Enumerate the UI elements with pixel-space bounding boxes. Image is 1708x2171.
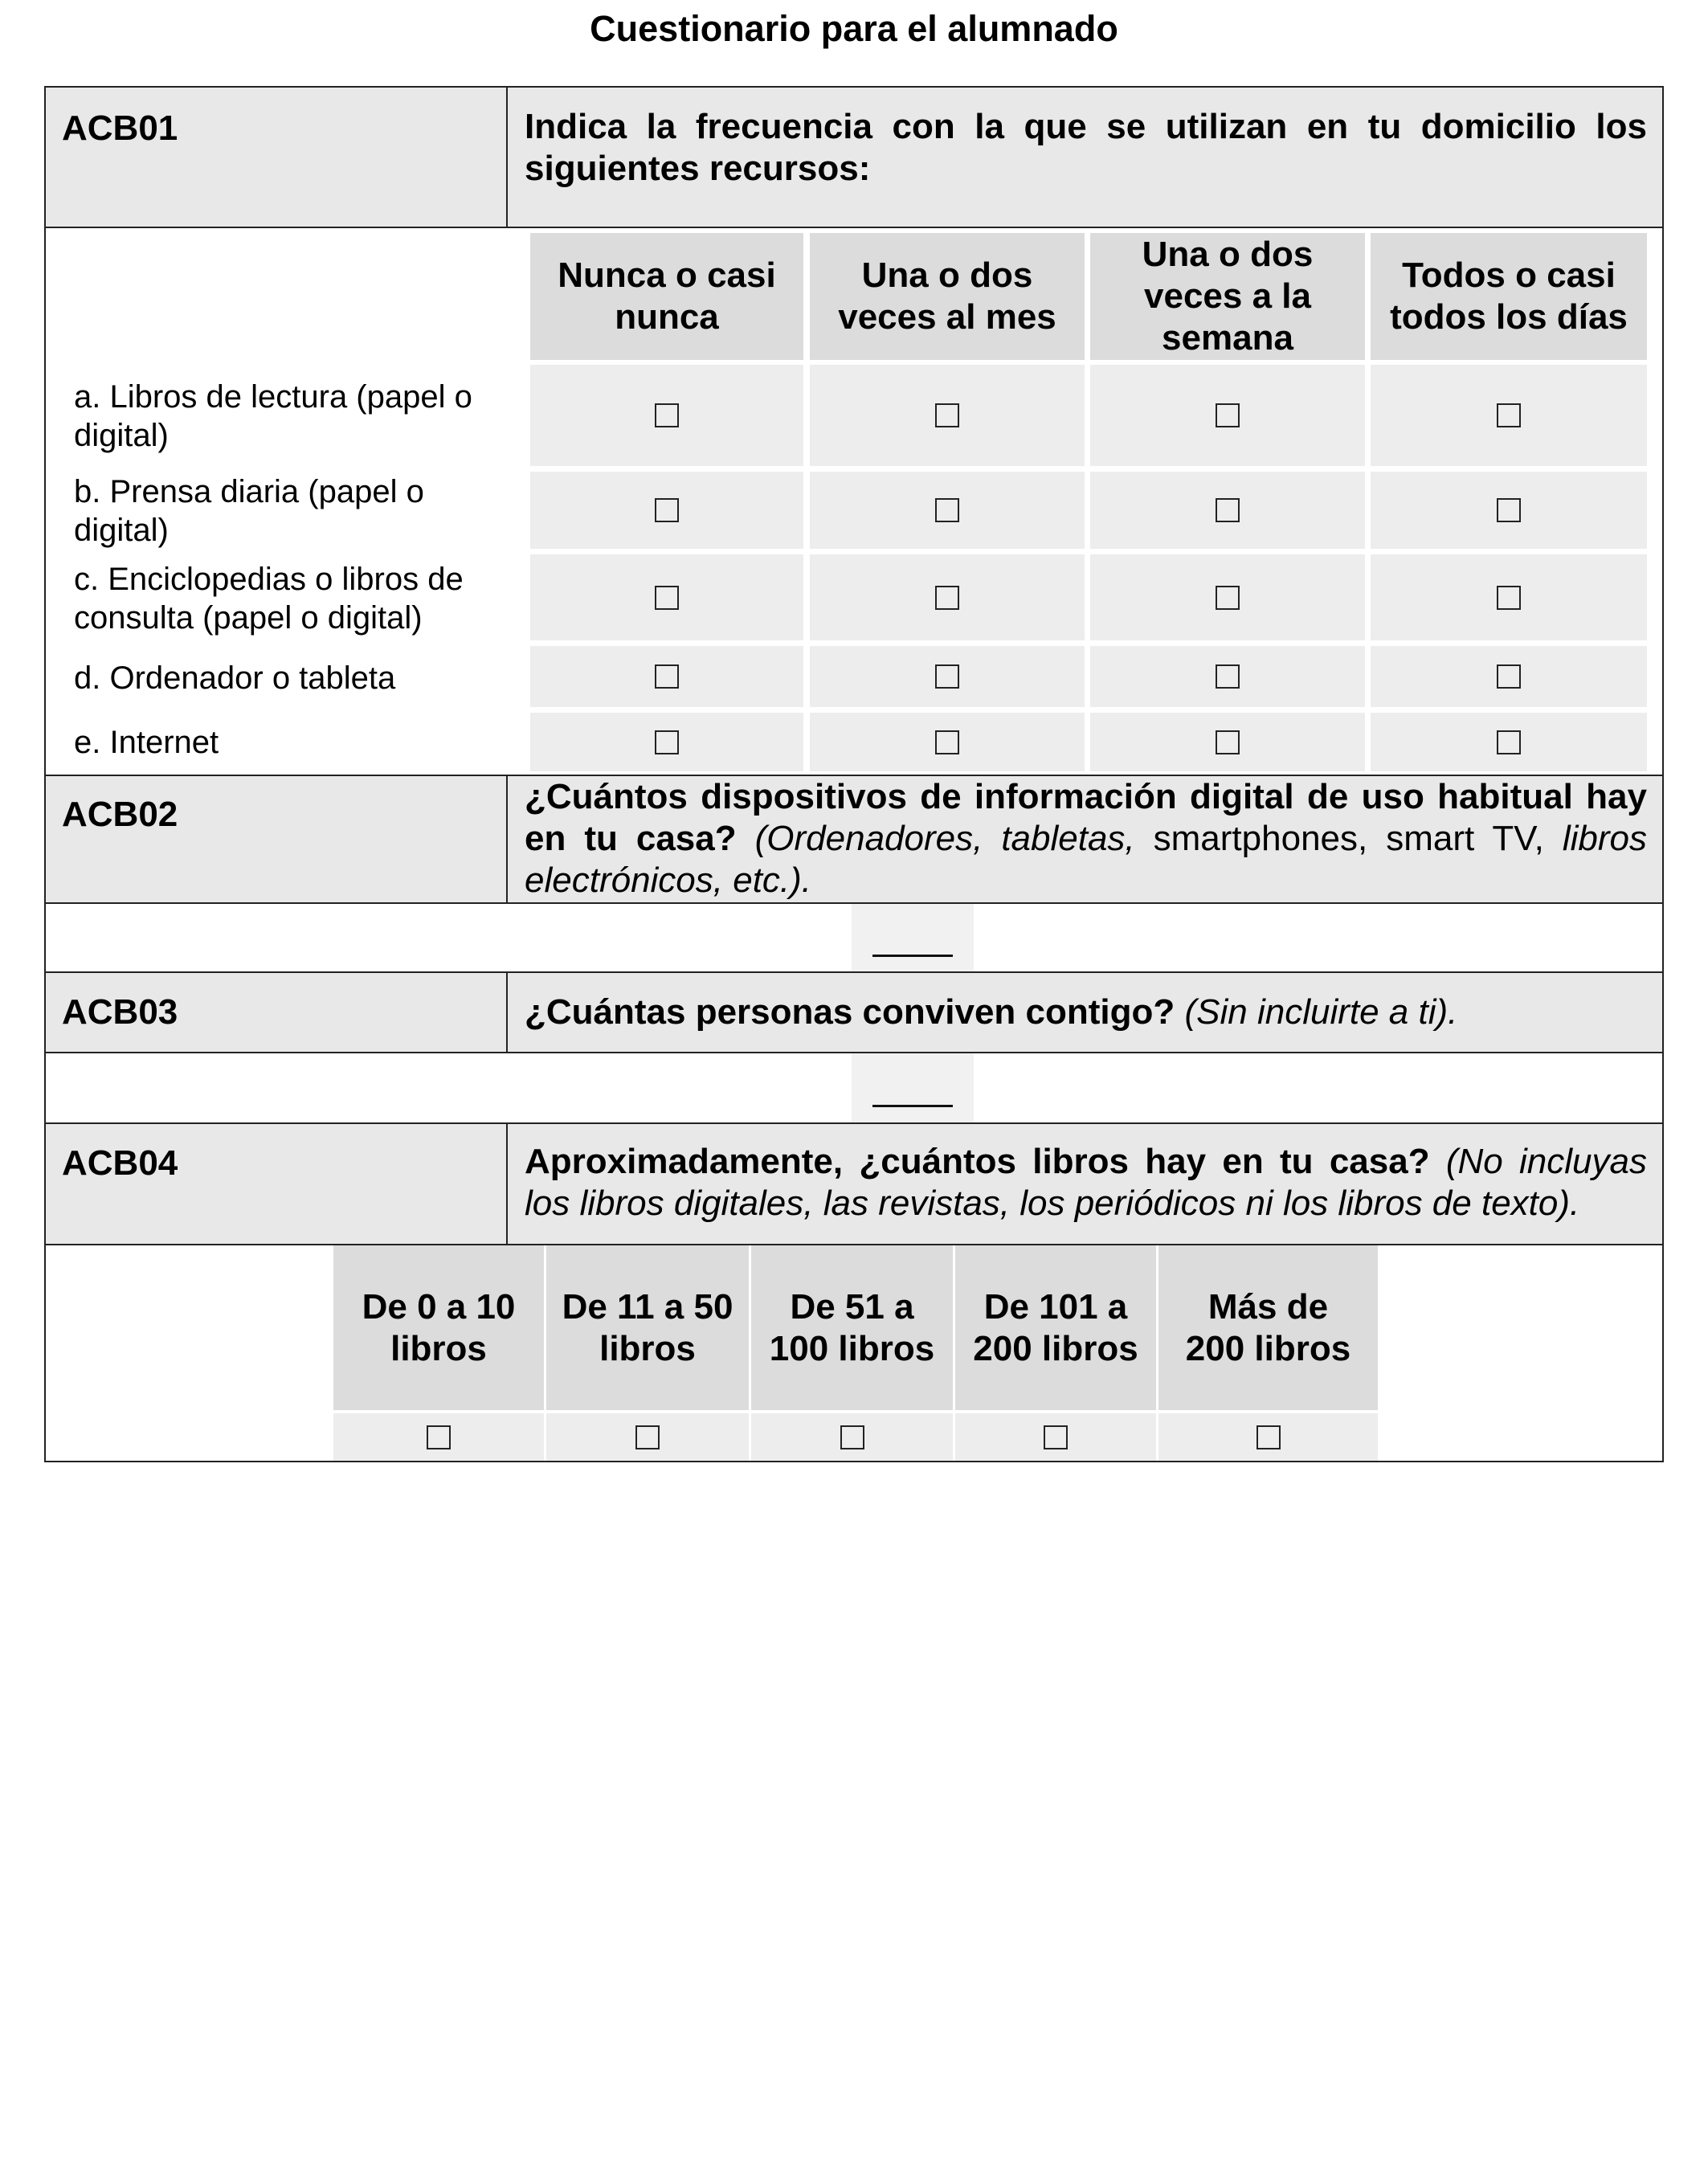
divider (506, 88, 508, 227)
acb03-answer-field[interactable] (852, 1053, 974, 1122)
acb04-option-cell (751, 1413, 953, 1461)
checkbox[interactable] (1216, 586, 1240, 610)
acb02-answer-line (872, 955, 953, 957)
checkbox[interactable] (635, 1425, 660, 1449)
divider (506, 776, 508, 902)
checkbox[interactable] (1497, 730, 1521, 754)
acb04-option-cell (1158, 1413, 1378, 1461)
acb04-option-header: Más de 200 libros (1156, 1245, 1378, 1410)
acb01-item-label: c. Enciclopedias o libros de consulta (papel o digital) (74, 562, 464, 636)
acb02-question (525, 776, 1647, 902)
acb03-question (525, 991, 1647, 1033)
acb04-code: ACB04 (62, 1143, 178, 1183)
checkbox[interactable] (1044, 1425, 1068, 1449)
acb04-option-cell (955, 1413, 1156, 1461)
acb03-note: (Sin incluirte a ti). (1184, 992, 1458, 1032)
acb01-d-mes-cell (810, 646, 1085, 707)
acb01-d-dias-cell (1371, 646, 1647, 707)
acb01-col-header: Nunca o casi nunca (530, 233, 803, 360)
acb01-item-label: e. Internet (74, 725, 219, 760)
acb01-e-semana-cell (1090, 713, 1365, 771)
acb01-b-nunca-cell (530, 472, 803, 549)
acb02-note-2: smartphones, smart TV, (1153, 819, 1544, 858)
checkbox[interactable] (935, 403, 959, 427)
acb04-question-bold: Aproximadamente, ¿cuántos libros hay en tu casa? (525, 1142, 1430, 1181)
acb04-question (525, 1141, 1647, 1225)
divider (44, 1122, 1664, 1124)
acb01-d-nunca-cell (530, 646, 803, 707)
acb04-option-cell (333, 1413, 544, 1461)
checkbox[interactable] (935, 586, 959, 610)
checkbox[interactable] (1497, 498, 1521, 522)
checkbox[interactable] (1216, 498, 1240, 522)
acb02-note-1: (Ordenadores, tabletas, (754, 819, 1135, 858)
acb01-a-nunca-cell (530, 365, 803, 466)
acb04-option-header: De 11 a 50 libros (544, 1245, 749, 1410)
checkbox[interactable] (655, 664, 679, 689)
acb01-b-mes-cell (810, 472, 1085, 549)
checkbox[interactable] (935, 498, 959, 522)
checkbox[interactable] (655, 403, 679, 427)
acb04-note: (No incluyas los libros digitales, las revistas, los periódicos ni los libros de texto). (525, 1142, 1647, 1223)
divider (506, 973, 508, 1052)
acb01-a-dias-cell (1371, 365, 1647, 466)
acb03-question-bold: ¿Cuántas personas conviven contigo? (525, 992, 1175, 1032)
acb01-a-mes-cell (810, 365, 1085, 466)
acb04-option-header: De 51 a 100 libros (749, 1245, 953, 1410)
checkbox[interactable] (1497, 403, 1521, 427)
acb01-c-dias-cell (1371, 554, 1647, 640)
checkbox[interactable] (655, 498, 679, 522)
acb01-col-header: Una o dos veces al mes (810, 233, 1085, 360)
acb02-note-3: libros electrónicos, etc.). (525, 819, 1647, 900)
acb02-code: ACB02 (62, 795, 178, 834)
acb01-e-nunca-cell (530, 713, 803, 771)
acb01-c-semana-cell (1090, 554, 1365, 640)
checkbox[interactable] (935, 730, 959, 754)
acb01-question: Indica la frecuencia con la que se utilizan en tu domicilio los siguientes recursos: (525, 107, 1647, 188)
acb03-code: ACB03 (62, 992, 178, 1032)
acb02-answer-field[interactable] (852, 904, 974, 971)
checkbox[interactable] (840, 1425, 864, 1449)
acb01-code: ACB01 (62, 108, 178, 148)
checkbox[interactable] (1216, 730, 1240, 754)
checkbox[interactable] (1216, 664, 1240, 689)
checkbox[interactable] (655, 586, 679, 610)
acb01-item-label: a. Libros de lectura (papel o digital) (74, 379, 472, 453)
checkbox[interactable] (1497, 586, 1521, 610)
acb01-col-header: Una o dos veces a la semana (1090, 233, 1365, 360)
page-title: Cuestionario para el alumnado (590, 8, 1118, 49)
checkbox[interactable] (935, 664, 959, 689)
acb01-d-semana-cell (1090, 646, 1365, 707)
acb01-b-semana-cell (1090, 472, 1365, 549)
acb04-option-cell (546, 1413, 749, 1461)
acb01-c-mes-cell (810, 554, 1085, 640)
acb01-item-label: b. Prensa diaria (papel o digital) (74, 474, 424, 548)
checkbox[interactable] (427, 1425, 451, 1449)
acb03-answer-line (872, 1105, 953, 1107)
acb01-col-header: Todos o casi todos los días (1371, 233, 1647, 360)
divider (506, 1124, 508, 1244)
checkbox[interactable] (655, 730, 679, 754)
divider (44, 971, 1664, 973)
acb04-option-header: De 101 a 200 libros (953, 1245, 1156, 1410)
acb04-option-header: De 0 a 10 libros (333, 1245, 544, 1410)
checkbox[interactable] (1497, 664, 1521, 689)
checkbox[interactable] (1256, 1425, 1281, 1449)
acb01-a-semana-cell (1090, 365, 1365, 466)
acb01-e-dias-cell (1371, 713, 1647, 771)
divider (44, 227, 1664, 228)
acb02-question-bold: ¿Cuántos dispositivos de información digital de uso habitual hay en tu casa? (525, 777, 1647, 858)
checkbox[interactable] (1216, 403, 1240, 427)
acb01-e-mes-cell (810, 713, 1085, 771)
acb01-c-nunca-cell (530, 554, 803, 640)
acb01-item-label: d. Ordenador o tableta (74, 660, 396, 696)
acb01-b-dias-cell (1371, 472, 1647, 549)
